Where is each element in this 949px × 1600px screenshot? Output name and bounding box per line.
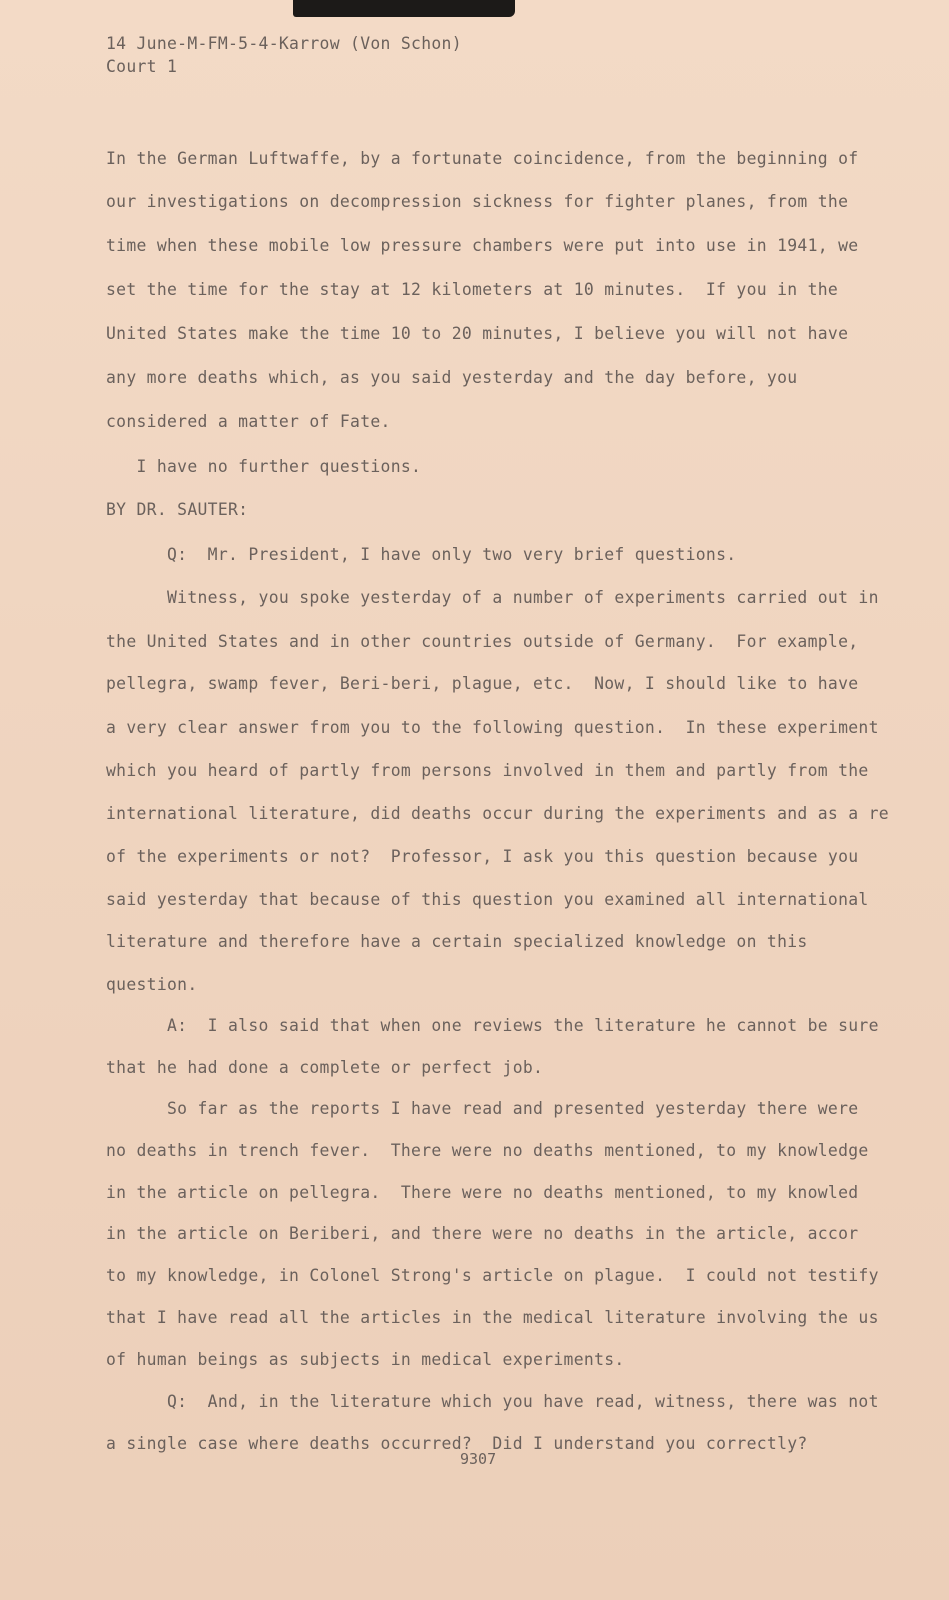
body-line: our investigations on decompression sickness for fighter planes, from the: [106, 192, 849, 211]
body-line: pellegra, swamp fever, Beri-beri, plague, etc. Now, I should like to have: [106, 674, 859, 693]
body-line: Witness, you spoke yesterday of a number of experiments carried out in: [106, 588, 879, 607]
examiner-heading: BY DR. SAUTER:: [106, 500, 249, 519]
body-line: literature and therefore have a certain specialized knowledge on this: [106, 932, 808, 951]
body-line: said yesterday that because of this question you examined all international: [106, 890, 869, 909]
binder-tab: [293, 0, 515, 17]
body-line: no deaths in trench fever. There were no deaths mentioned, to my knowledge: [106, 1141, 869, 1160]
body-line: a single case where deaths occurred? Did I understand you correctly?: [106, 1434, 808, 1453]
body-line: a very clear answer from you to the following question. In these experiment: [106, 718, 879, 737]
body-line: which you heard of partly from persons involved in them and partly from the: [106, 761, 869, 780]
body-line: Q: And, in the literature which you have read, witness, there was not: [106, 1392, 879, 1411]
body-line: to my knowledge, in Colonel Strong's article on plague. I could not testify: [106, 1266, 879, 1285]
body-line: Q: Mr. President, I have only two very brief questions.: [106, 545, 737, 564]
body-line: in the article on pellegra. There were no deaths mentioned, to my knowled: [106, 1183, 859, 1202]
body-line: In the German Luftwaffe, by a fortunate coincidence, from the beginning of: [106, 149, 859, 168]
body-line: any more deaths which, as you said yesterday and the day before, you: [106, 368, 798, 387]
body-line: set the time for the stay at 12 kilometers at 10 minutes. If you in the: [106, 280, 839, 299]
page-number: 9307: [460, 1450, 497, 1468]
body-line: that I have read all the articles in the medical literature involving the us: [106, 1308, 879, 1327]
body-line: So far as the reports I have read and presented yesterday there were: [106, 1099, 859, 1118]
body-line: United States make the time 10 to 20 minutes, I believe you will not have: [106, 324, 849, 343]
body-line: I have no further questions.: [106, 457, 422, 476]
body-line: international literature, did deaths occur during the experiments and as a re: [106, 804, 889, 823]
body-line: question.: [106, 975, 198, 994]
body-line: in the article on Beriberi, and there were no deaths in the article, accor: [106, 1224, 859, 1243]
header-line-2: Court 1: [106, 57, 178, 76]
body-line: time when these mobile low pressure chambers were put into use in 1941, we: [106, 236, 859, 255]
header-line-1: 14 June-M-FM-5-4-Karrow (Von Schon): [106, 34, 462, 53]
body-line: of human beings as subjects in medical experiments.: [106, 1350, 625, 1369]
body-line: A: I also said that when one reviews the literature he cannot be sure: [106, 1016, 879, 1035]
body-line: of the experiments or not? Professor, I ask you this question because you: [106, 847, 859, 866]
body-line: that he had done a complete or perfect job.: [106, 1058, 544, 1077]
body-line: considered a matter of Fate.: [106, 412, 391, 431]
body-line: the United States and in other countries outside of Germany. For example,: [106, 632, 859, 651]
